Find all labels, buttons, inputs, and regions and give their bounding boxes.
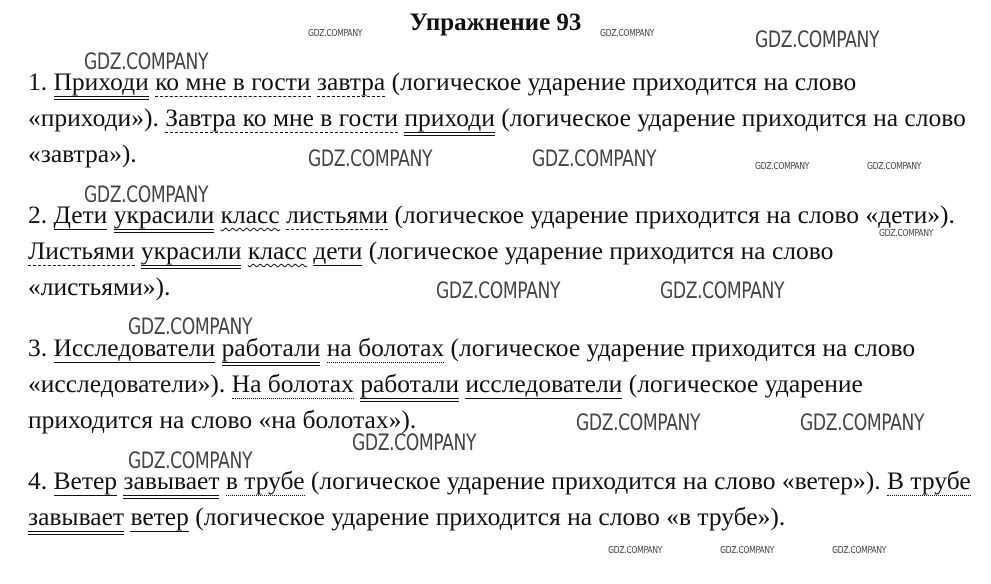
watermark: GDZ.COMPANY (600, 28, 655, 39)
sentence-text (219, 466, 225, 495)
sentence-text: (логическое ударение приходится на слово «листьями»). (28, 236, 834, 301)
watermark: GDZ.COMPANY (867, 161, 922, 172)
item-number: 3. (28, 333, 54, 362)
predicate-underline: завывает (123, 466, 219, 499)
subject-underline: Ветер (53, 466, 118, 495)
sentence-text: (логическое ударение приходится на слово «в трубе»). (188, 502, 786, 531)
sentence-text (311, 67, 317, 96)
exercise-item-4 (28, 463, 978, 535)
adverbial-underline: на болотах (326, 333, 445, 362)
watermark: GDZ.COMPANY (352, 431, 477, 456)
exercise-item-3 (28, 330, 978, 438)
exercise-item-2 (28, 197, 978, 305)
adverbial-underline: Листьями (28, 236, 135, 265)
adverbial-underline: в трубе (225, 466, 305, 495)
item-number: 4. (28, 466, 54, 495)
sentence-text (215, 333, 221, 362)
predicate-underline: Приходи (54, 67, 149, 100)
watermark: GDZ.COMPANY (308, 147, 433, 172)
adverbial-underline: завтра (316, 67, 386, 96)
adverbial-underline: листьями (286, 200, 389, 229)
watermark: GDZ.COMPANY (720, 545, 775, 556)
predicate-underline: завывает (28, 502, 124, 535)
watermark: GDZ.COMPANY (84, 183, 209, 208)
subject-underline: дети (313, 236, 363, 265)
watermark: GDZ.COMPANY (576, 411, 701, 436)
subject-underline: ветер (130, 502, 189, 531)
predicate-underline: украсили (141, 236, 242, 269)
watermark: GDZ.COMPANY (128, 449, 253, 474)
predicate-underline: украсили (114, 200, 215, 233)
watermark: GDZ.COMPANY (128, 315, 253, 340)
sentence-text (107, 200, 113, 229)
sentence-text: (логическое ударение приходится на слово «завтра»). (28, 103, 966, 168)
watermark: GDZ.COMPANY (436, 279, 561, 304)
watermark: GDZ.COMPANY (660, 279, 785, 304)
sentence-text (135, 236, 141, 265)
exercise-title: Упражнение 93 (409, 9, 582, 36)
sentence-text: (логическое ударение приходится на слово «на болотах»). (28, 369, 863, 434)
adverbial-underline: Завтра ко мне в гости (165, 103, 399, 132)
watermark: GDZ.COMPANY (755, 28, 880, 53)
watermark: GDZ.COMPANY (800, 411, 925, 436)
exercise-content (28, 64, 978, 560)
watermark: GDZ.COMPANY (84, 50, 209, 75)
watermark: GDZ.COMPANY (879, 228, 934, 239)
predicate-underline: работали (360, 369, 459, 402)
sentence-text: (логическое ударение приходится на слово «приходи»). (28, 67, 857, 132)
item-number: 2. (28, 200, 54, 229)
sentence-text: (логическое ударение приходится на слово «ветер»). (304, 466, 888, 495)
subject-underline: Исследователи (53, 333, 216, 362)
adverbial-underline: В трубе (887, 466, 971, 495)
subject-underline: исследователи (465, 369, 623, 398)
object-underline: класс (220, 200, 280, 229)
exercise-item-1 (28, 64, 978, 172)
watermark: GDZ.COMPANY (755, 161, 810, 172)
object-underline: класс (247, 236, 307, 265)
watermark: GDZ.COMPANY (308, 28, 363, 39)
watermark: GDZ.COMPANY (532, 147, 657, 172)
item-number: 1. (28, 67, 54, 96)
watermark: GDZ.COMPANY (608, 545, 663, 556)
watermark: GDZ.COMPANY (832, 545, 887, 556)
adverbial-underline: ко мне в гости (155, 67, 311, 96)
predicate-underline: работали (222, 333, 321, 366)
subject-underline: Дети (53, 200, 108, 229)
sentence-text: (логическое ударение приходится на слово «дети»). (388, 200, 955, 229)
sentence-text (320, 333, 326, 362)
predicate-underline: приходи (404, 103, 494, 136)
adverbial-underline: На болотах (231, 369, 354, 398)
sentence-text: (логическое ударение приходится на слово «исследователи»). (28, 333, 916, 398)
